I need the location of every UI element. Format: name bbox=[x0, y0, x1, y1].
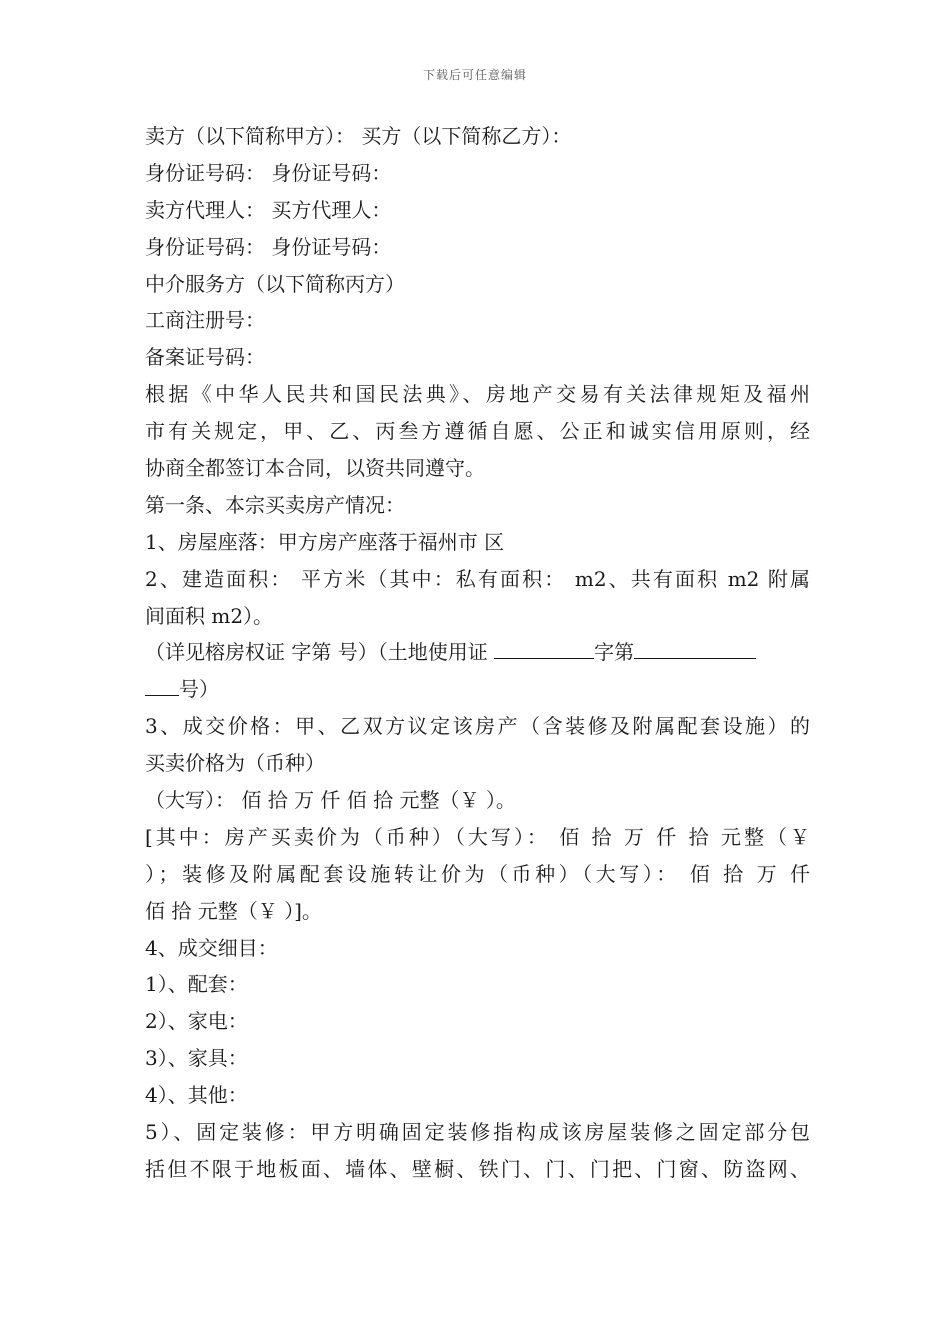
price-line-1: 3、成交价格：甲、乙双方议定该房产（含装修及附属配套设施）的 bbox=[145, 714, 810, 739]
price-breakdown-line-2: ）；装修及附属配套设施转让价为（币种）（大写）： 佰 拾 万 仟 bbox=[145, 861, 810, 886]
property-location-line: 1、房屋座落：甲方房产座落于福州市 区 bbox=[145, 529, 505, 554]
furniture-line: 3）、家具： bbox=[145, 1046, 248, 1071]
page-header: 下载后可任意编辑 bbox=[422, 68, 527, 82]
land-certificate-blank bbox=[494, 638, 594, 659]
appliances-line: 2）、家电： bbox=[145, 1009, 248, 1034]
certificate-word-label: 字第 bbox=[594, 640, 635, 665]
contract-body bbox=[145, 118, 810, 1188]
certificate-tail-text: 号） bbox=[179, 677, 219, 702]
article-one-heading: 第一条、本宗买卖房产情况： bbox=[145, 492, 405, 517]
certificate-tail-blank bbox=[145, 675, 179, 696]
parties-line: 卖方（以下简称甲方）： 买方（以下简称乙方）： bbox=[145, 124, 572, 148]
building-area-line-2: 间面积 m2）。 bbox=[145, 603, 274, 628]
preamble-line-1: 根据《中华人民共和国民法典》、房地产交易有关法律规矩及福州 bbox=[145, 382, 810, 407]
intermediary-line: 中介服务方（以下简称丙方） bbox=[145, 271, 405, 296]
supporting-facilities-line: 1）、配套： bbox=[145, 972, 248, 997]
price-amount-line: （大写）： 佰 拾 万 仟 佰 拾 元整（￥ ）。 bbox=[145, 788, 516, 813]
agent-line: 卖方代理人： 买方代理人： bbox=[145, 197, 392, 222]
price-breakdown-line-3: 佰 拾 元整（￥ ）]。 bbox=[145, 898, 322, 923]
filing-number-line: 备案证号码： bbox=[145, 345, 265, 370]
agent-id-number-line: 身份证号码： 身份证号码： bbox=[145, 234, 392, 259]
transaction-details-heading: 4、成交细目： bbox=[145, 935, 278, 960]
building-area-line-1: 2、建造面积： 平方米（其中：私有面积： m2、共有面积 m2 附属 bbox=[145, 566, 810, 591]
fixed-decoration-line-2: 括但不限于地板面、墙体、壁橱、铁门、门、门把、门窗、防盗网、 bbox=[145, 1156, 810, 1181]
fixed-decoration-line-1: 5）、固定装修：甲方明确固定装修指构成该房屋装修之固定部分包 bbox=[145, 1120, 810, 1145]
other-line: 4）、其他： bbox=[145, 1083, 248, 1108]
certificate-line-end bbox=[145, 671, 810, 708]
id-number-line: 身份证号码： 身份证号码： bbox=[145, 160, 392, 185]
certificate-line bbox=[145, 634, 810, 671]
certificate-text: （详见榕房权证 字第 号）（土地使用证 bbox=[145, 640, 495, 665]
preamble-line-3: 协商全都签订本合同，以资共同遵守。 bbox=[145, 456, 485, 481]
business-registration-line: 工商注册号： bbox=[145, 308, 265, 333]
certificate-number-blank bbox=[634, 638, 756, 659]
preamble-line-2: 市有关规定，甲、乙、丙叁方遵循自愿、公正和诚实信用原则，经 bbox=[145, 419, 810, 444]
price-line-2: 买卖价格为（币种） bbox=[145, 751, 325, 776]
price-breakdown-line-1: [其中：房产买卖价为（币种）（大写）： 佰 拾 万 仟 拾 元整（￥ bbox=[145, 824, 810, 849]
